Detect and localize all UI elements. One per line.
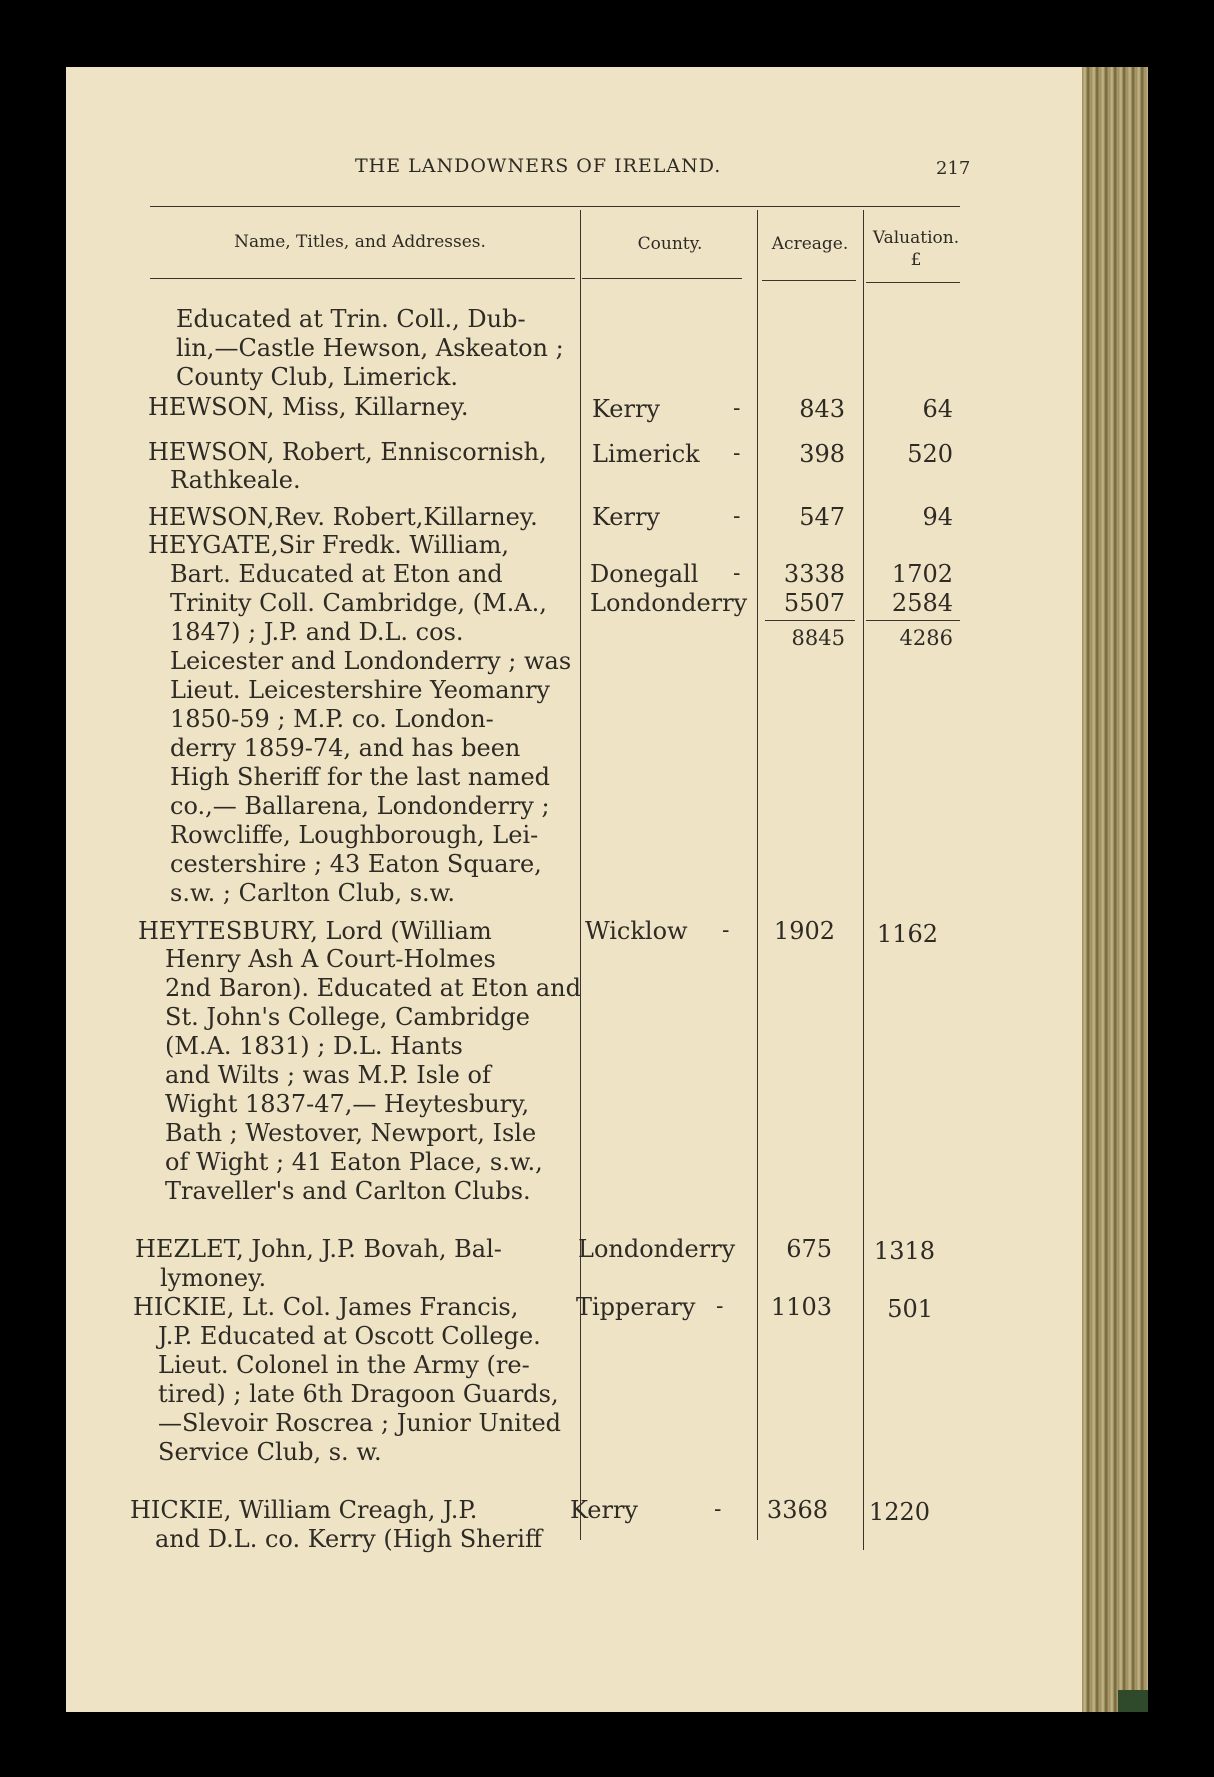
entry-line: Lieut. Colonel in the Army (re- — [158, 1351, 530, 1379]
entry-line: HEYTESBURY, Lord (William — [138, 917, 492, 945]
entry-line: Henry Ash A Court-Holmes — [165, 945, 496, 973]
leader-dash: - — [722, 918, 730, 943]
entry-line: lin,—Castle Hewson, Askeaton ; — [176, 334, 564, 362]
column-head-unit: £ — [910, 250, 922, 270]
leader-dash: - — [733, 561, 741, 586]
entry-line: HEYGATE,Sir Fredk. William, — [148, 531, 509, 559]
header-rule-acreage — [762, 280, 856, 281]
valuation-cell: 2584 — [891, 589, 953, 617]
valuation-cell: 94 — [922, 503, 953, 531]
entry-line: Bath ; Westover, Newport, Isle — [165, 1119, 537, 1147]
valuation-cell: 64 — [922, 395, 953, 423]
entry-line: Service Club, s. w. — [158, 1438, 382, 1466]
acreage-cell: 3338 — [783, 560, 845, 588]
county-cell: Londonderry — [578, 1235, 736, 1263]
entry-line: 1850-59 ; M.P. co. London- — [170, 705, 494, 733]
entry-line: (M.A. 1831) ; D.L. Hants — [165, 1032, 463, 1060]
acreage-cell: 1103 — [770, 1293, 832, 1321]
top-rule — [150, 206, 960, 207]
entry-line: Bart. Educated at Eton and — [170, 560, 503, 588]
leader-dash: - — [714, 1497, 722, 1522]
entry-line: HEWSON, Miss, Killarney. — [148, 393, 469, 421]
leader-dash: - — [733, 504, 741, 529]
entry-line: Trinity Coll. Cambridge, (M.A., — [170, 589, 547, 617]
valuation-cell: 1318 — [873, 1237, 935, 1265]
column-head-county: County. — [637, 234, 703, 254]
county-cell: Kerry — [592, 503, 660, 531]
page-number: 217 — [936, 158, 971, 179]
entry-line: 1847) ; J.P. and D.L. cos. — [170, 618, 464, 646]
entry-line: High Sheriff for the last named — [170, 763, 551, 791]
column-rule-1 — [580, 210, 581, 1540]
cover-edge — [1118, 1690, 1148, 1712]
leader-dash: - — [733, 441, 741, 466]
valuation-cell: 501 — [887, 1295, 933, 1323]
entry-line: s.w. ; Carlton Club, s.w. — [170, 879, 455, 907]
entry-line: St. John's College, Cambridge — [165, 1003, 530, 1031]
valuation-cell: 1162 — [876, 920, 938, 948]
entry-line: Lieut. Leicestershire Yeomanry — [170, 676, 550, 704]
entry-line: co.,— Ballarena, Londonderry ; — [170, 792, 550, 820]
entry-line: derry 1859-74, and has been — [170, 734, 521, 762]
county-cell: Donegall — [590, 560, 699, 588]
acreage-cell: 843 — [799, 395, 845, 423]
acreage-total: 8845 — [791, 626, 845, 650]
entry-line: lymoney. — [160, 1264, 267, 1292]
entry-line: J.P. Educated at Oscott College. — [158, 1322, 541, 1350]
entry-line: —Slevoir Roscrea ; Junior United — [158, 1409, 562, 1437]
entry-line: County Club, Limerick. — [176, 363, 459, 391]
entry-line: tired) ; late 6th Dragoon Guards, — [158, 1380, 559, 1408]
header-rule-valuation — [866, 282, 960, 283]
acreage-cell: 5507 — [783, 589, 845, 617]
column-head-name: Name, Titles, and Addresses. — [234, 232, 486, 252]
valuation-cell: 1220 — [868, 1498, 930, 1526]
entry-line: Traveller's and Carlton Clubs. — [165, 1177, 531, 1205]
column-head-acreage: Acreage. — [771, 234, 849, 254]
entry-line: Wight 1837-47,— Heytesbury, — [165, 1090, 530, 1118]
entry-line: HEWSON,Rev. Robert,Killarney. — [148, 503, 538, 531]
entry-line: of Wight ; 41 Eaton Place, s.w., — [165, 1148, 543, 1176]
county-cell: Londonderry — [590, 589, 748, 617]
column-head-valuation: Valuation. — [872, 228, 960, 248]
entry-line: Educated at Trin. Coll., Dub- — [176, 305, 526, 333]
entry-line: 2nd Baron). Educated at Eton and — [165, 974, 582, 1002]
valuation-total: 4286 — [899, 626, 953, 650]
acreage-cell: 1902 — [773, 917, 835, 945]
header-rule-name — [150, 278, 575, 279]
entry-line: and Wilts ; was M.P. Isle of — [165, 1061, 491, 1089]
valuation-cell: 520 — [907, 440, 953, 468]
leader-dash: - — [733, 396, 741, 421]
county-cell: Limerick — [592, 440, 700, 468]
county-cell: Kerry — [570, 1496, 638, 1524]
header-rule-county — [582, 278, 742, 279]
acreage-cell: 675 — [786, 1235, 832, 1263]
valuation-cell: 1702 — [891, 560, 953, 588]
entry-line: Leicester and Londonderry ; was — [170, 647, 572, 675]
acreage-cell: 398 — [799, 440, 845, 468]
sum-rule-acreage — [765, 620, 855, 621]
running-head: THE LANDOWNERS OF IRELAND. — [355, 155, 722, 177]
page-edge — [1082, 67, 1148, 1712]
entry-line: cestershire ; 43 Eaton Square, — [170, 850, 542, 878]
entry-line: Rathkeale. — [170, 466, 301, 494]
entry-line: HICKIE, Lt. Col. James Francis, — [133, 1293, 519, 1321]
sum-rule-valuation — [866, 620, 960, 621]
entry-line: Rowcliffe, Loughborough, Lei- — [170, 821, 539, 849]
acreage-cell: 3368 — [766, 1496, 828, 1524]
entry-line: HEWSON, Robert, Enniscornish, — [148, 438, 547, 466]
county-cell: Wicklow — [585, 917, 688, 945]
column-rule-2 — [757, 210, 758, 1540]
county-cell: Kerry — [592, 395, 660, 423]
entry-line: and D.L. co. Kerry (High Sheriff — [155, 1525, 543, 1553]
acreage-cell: 547 — [799, 503, 845, 531]
column-rule-3 — [863, 210, 864, 1550]
leader-dash: - — [716, 1294, 724, 1319]
county-cell: Tipperary — [576, 1293, 696, 1321]
entry-line: HEZLET, John, J.P. Bovah, Bal- — [135, 1235, 502, 1263]
entry-line: HICKIE, William Creagh, J.P. — [130, 1496, 478, 1524]
